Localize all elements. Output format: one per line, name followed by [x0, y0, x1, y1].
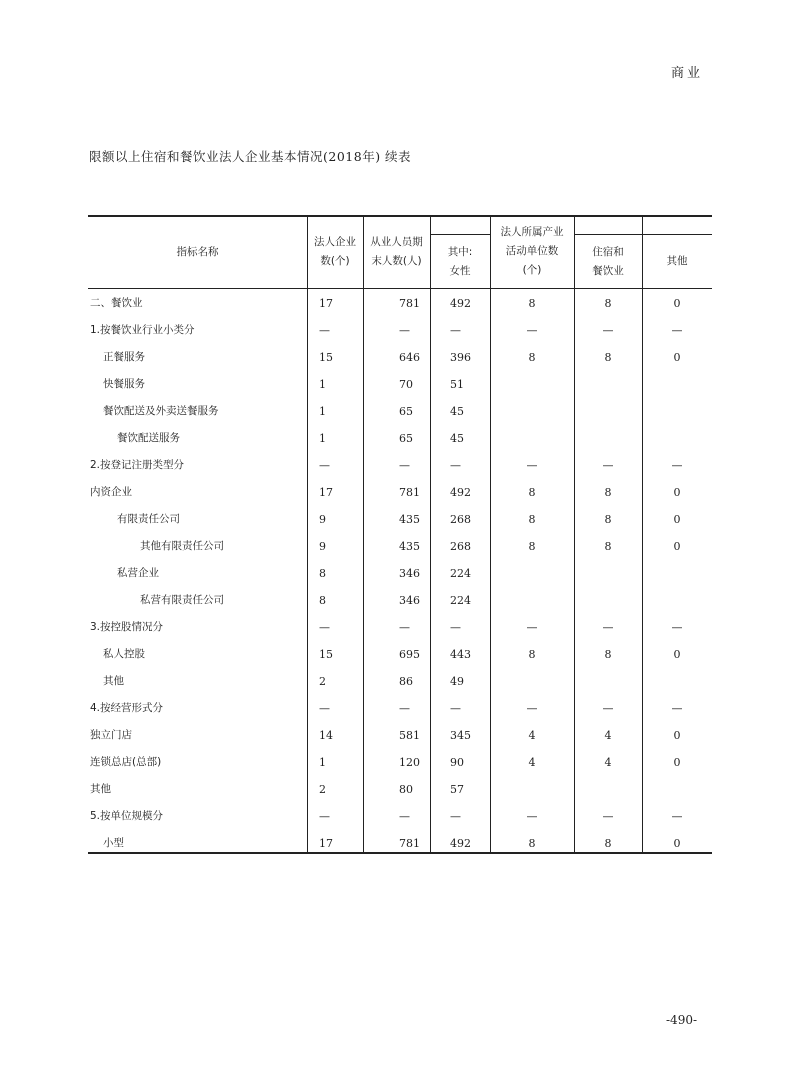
cell-value: 45: [450, 405, 464, 418]
table-top-rule: [88, 215, 712, 217]
table-row: [88, 290, 712, 317]
cell-value: 1: [319, 405, 326, 418]
cell-value: 0: [673, 351, 681, 364]
row-label: 独立门店: [90, 729, 132, 741]
cell-value: 17: [319, 486, 333, 499]
row-label: 其他有限责任公司: [140, 540, 224, 552]
cell-value: —: [399, 702, 410, 715]
cell-value: 8: [604, 486, 612, 499]
cell-value: 49: [450, 675, 464, 688]
header-enterprises: [307, 233, 363, 271]
cell-value: 15: [319, 351, 333, 364]
subheader-rule: [430, 234, 490, 235]
cell-value: 695: [399, 648, 420, 661]
row-label: 快餐服务: [103, 378, 145, 390]
row-label: 餐饮配送服务: [117, 432, 180, 444]
table-row: [88, 776, 712, 803]
header-indicator: 指标名称: [176, 246, 219, 258]
cell-value: —: [602, 810, 614, 823]
row-label: 2.按登记注册类型分: [90, 459, 185, 471]
cell-value: —: [671, 621, 683, 634]
cell-value: 0: [673, 648, 681, 661]
cell-value: —: [526, 702, 538, 715]
cell-value: —: [602, 702, 614, 715]
cell-value: 4: [528, 756, 536, 769]
cell-value: 70: [399, 378, 413, 391]
header-line: 末人数(人): [371, 255, 422, 267]
cell-value: 4: [604, 729, 612, 742]
cell-value: —: [450, 702, 461, 715]
cell-value: 17: [319, 837, 333, 850]
cell-value: 14: [319, 729, 333, 742]
table-row: [88, 560, 712, 587]
cell-value: 2: [319, 675, 326, 688]
cell-value: 224: [450, 567, 471, 580]
row-label: 连锁总店(总部): [90, 756, 162, 768]
cell-value: 8: [528, 513, 536, 526]
cell-value: 8: [604, 540, 612, 553]
header-female: [430, 243, 490, 281]
cell-value: 51: [450, 378, 464, 391]
cell-value: 492: [450, 837, 471, 850]
cell-value: 435: [399, 540, 420, 553]
cell-value: —: [526, 621, 538, 634]
cell-value: 0: [673, 540, 681, 553]
cell-value: 646: [399, 351, 420, 364]
header-line: 数(个): [320, 255, 350, 267]
row-label: 3.按控股情况分: [90, 621, 164, 633]
cell-value: 781: [399, 837, 420, 850]
cell-value: 80: [399, 783, 413, 796]
header-line: 其中:: [447, 246, 473, 258]
page-number: -490-: [666, 1013, 698, 1027]
cell-value: 8: [604, 297, 612, 310]
cell-value: 1: [319, 378, 326, 391]
cell-value: 4: [528, 729, 536, 742]
cell-value: 781: [399, 297, 420, 310]
cell-value: 396: [450, 351, 471, 364]
cell-value: —: [319, 324, 330, 337]
cell-value: —: [450, 459, 461, 472]
table-row: [88, 344, 712, 371]
row-label: 其他: [103, 675, 124, 687]
table-row: [88, 506, 712, 533]
table-row: [88, 587, 712, 614]
row-label: 有限责任公司: [117, 513, 180, 525]
cell-value: —: [602, 459, 614, 472]
header-line: 法人所属产业: [500, 226, 564, 238]
row-label: 1.按餐饮业行业小类分: [90, 324, 195, 336]
cell-value: 8: [528, 297, 536, 310]
row-label: 5.按单位规模分: [90, 810, 164, 822]
cell-value: 0: [673, 756, 681, 769]
cell-value: —: [399, 621, 410, 634]
table-row: [88, 533, 712, 560]
cell-value: —: [450, 810, 461, 823]
cell-value: 8: [528, 648, 536, 661]
header-line: 女性: [449, 265, 471, 277]
row-label: 其他: [90, 783, 111, 795]
header-units: [490, 223, 574, 280]
header-line: (个): [522, 264, 542, 276]
cell-value: 268: [450, 513, 471, 526]
cell-value: 4: [604, 756, 612, 769]
table-row: [88, 722, 712, 749]
cell-value: 86: [399, 675, 413, 688]
cell-value: —: [450, 621, 461, 634]
row-label: 正餐服务: [103, 351, 145, 363]
row-label: 二、餐饮业: [90, 297, 143, 309]
cell-value: —: [319, 621, 330, 634]
running-head: 商业: [671, 66, 704, 81]
cell-value: 0: [673, 513, 681, 526]
cell-value: —: [319, 810, 330, 823]
cell-value: —: [671, 459, 683, 472]
table-row: [88, 425, 712, 452]
cell-value: 268: [450, 540, 471, 553]
cell-value: 346: [399, 594, 420, 607]
cell-value: 8: [604, 513, 612, 526]
cell-value: 781: [399, 486, 420, 499]
cell-value: 435: [399, 513, 420, 526]
cell-value: 15: [319, 648, 333, 661]
cell-value: —: [399, 459, 410, 472]
cell-value: 345: [450, 729, 471, 742]
cell-value: 0: [673, 486, 681, 499]
cell-value: —: [526, 324, 538, 337]
table-row: [88, 398, 712, 425]
cell-value: 1: [319, 756, 326, 769]
table-title: 限额以上住宿和餐饮业法人企业基本情况(2018年) 续表: [89, 149, 412, 164]
cell-value: 8: [528, 351, 536, 364]
header-other: 其他: [666, 255, 688, 267]
cell-value: 2: [319, 783, 326, 796]
cell-value: —: [319, 459, 330, 472]
cell-value: 17: [319, 297, 333, 310]
cell-value: 0: [673, 729, 681, 742]
cell-value: —: [526, 459, 538, 472]
row-label: 小型: [103, 837, 124, 849]
cell-value: 8: [319, 567, 326, 580]
row-label: 餐饮配送及外卖送餐服务: [103, 405, 219, 417]
cell-value: —: [671, 810, 683, 823]
cell-value: 9: [319, 540, 326, 553]
cell-value: —: [602, 324, 614, 337]
cell-value: 581: [399, 729, 420, 742]
row-label: 私营企业: [117, 567, 159, 579]
cell-value: —: [526, 810, 538, 823]
cell-value: 492: [450, 486, 471, 499]
cell-value: 8: [528, 837, 536, 850]
cell-value: —: [319, 702, 330, 715]
table-row: [88, 803, 712, 830]
cell-value: 8: [604, 648, 612, 661]
row-label: 私人控股: [103, 648, 145, 660]
table-row: [88, 452, 712, 479]
cell-value: —: [399, 810, 410, 823]
cell-value: —: [399, 324, 410, 337]
cell-value: 8: [528, 486, 536, 499]
subheader-rule: [574, 234, 712, 235]
row-label: 4.按经营形式分: [90, 702, 164, 714]
cell-value: 8: [604, 351, 612, 364]
cell-value: 224: [450, 594, 471, 607]
header-accommodation: [574, 243, 642, 281]
table-row: [88, 749, 712, 776]
table-row: [88, 317, 712, 344]
table-row: [88, 371, 712, 398]
cell-value: 0: [673, 297, 681, 310]
table-row: [88, 641, 712, 668]
cell-value: —: [671, 702, 683, 715]
row-label: 私营有限责任公司: [140, 594, 224, 606]
header-line: 活动单位数: [505, 245, 559, 257]
table-row: [88, 668, 712, 695]
cell-value: 57: [450, 783, 464, 796]
table-row: [88, 614, 712, 641]
row-label: 内资企业: [90, 486, 132, 498]
cell-value: 8: [319, 594, 326, 607]
cell-value: 443: [450, 648, 471, 661]
cell-value: 65: [399, 405, 413, 418]
cell-value: —: [671, 324, 683, 337]
table-row: [88, 830, 712, 857]
cell-value: 9: [319, 513, 326, 526]
cell-value: 346: [399, 567, 420, 580]
header-line: 从业人员期: [370, 236, 423, 248]
cell-value: 8: [604, 837, 612, 850]
header-line: 法人企业: [314, 236, 356, 248]
cell-value: 1: [319, 432, 326, 445]
header-rule: [88, 288, 712, 289]
header-employees: [363, 233, 430, 271]
cell-value: 45: [450, 432, 464, 445]
cell-value: 120: [399, 756, 420, 769]
cell-value: —: [450, 324, 461, 337]
cell-value: 8: [528, 540, 536, 553]
cell-value: 65: [399, 432, 413, 445]
header-line: 餐饮业: [592, 265, 624, 277]
cell-value: —: [602, 621, 614, 634]
table-row: [88, 479, 712, 506]
table-row: [88, 695, 712, 722]
cell-value: 0: [673, 837, 681, 850]
cell-value: 492: [450, 297, 471, 310]
cell-value: 90: [450, 756, 464, 769]
header-line: 住宿和: [592, 246, 624, 258]
